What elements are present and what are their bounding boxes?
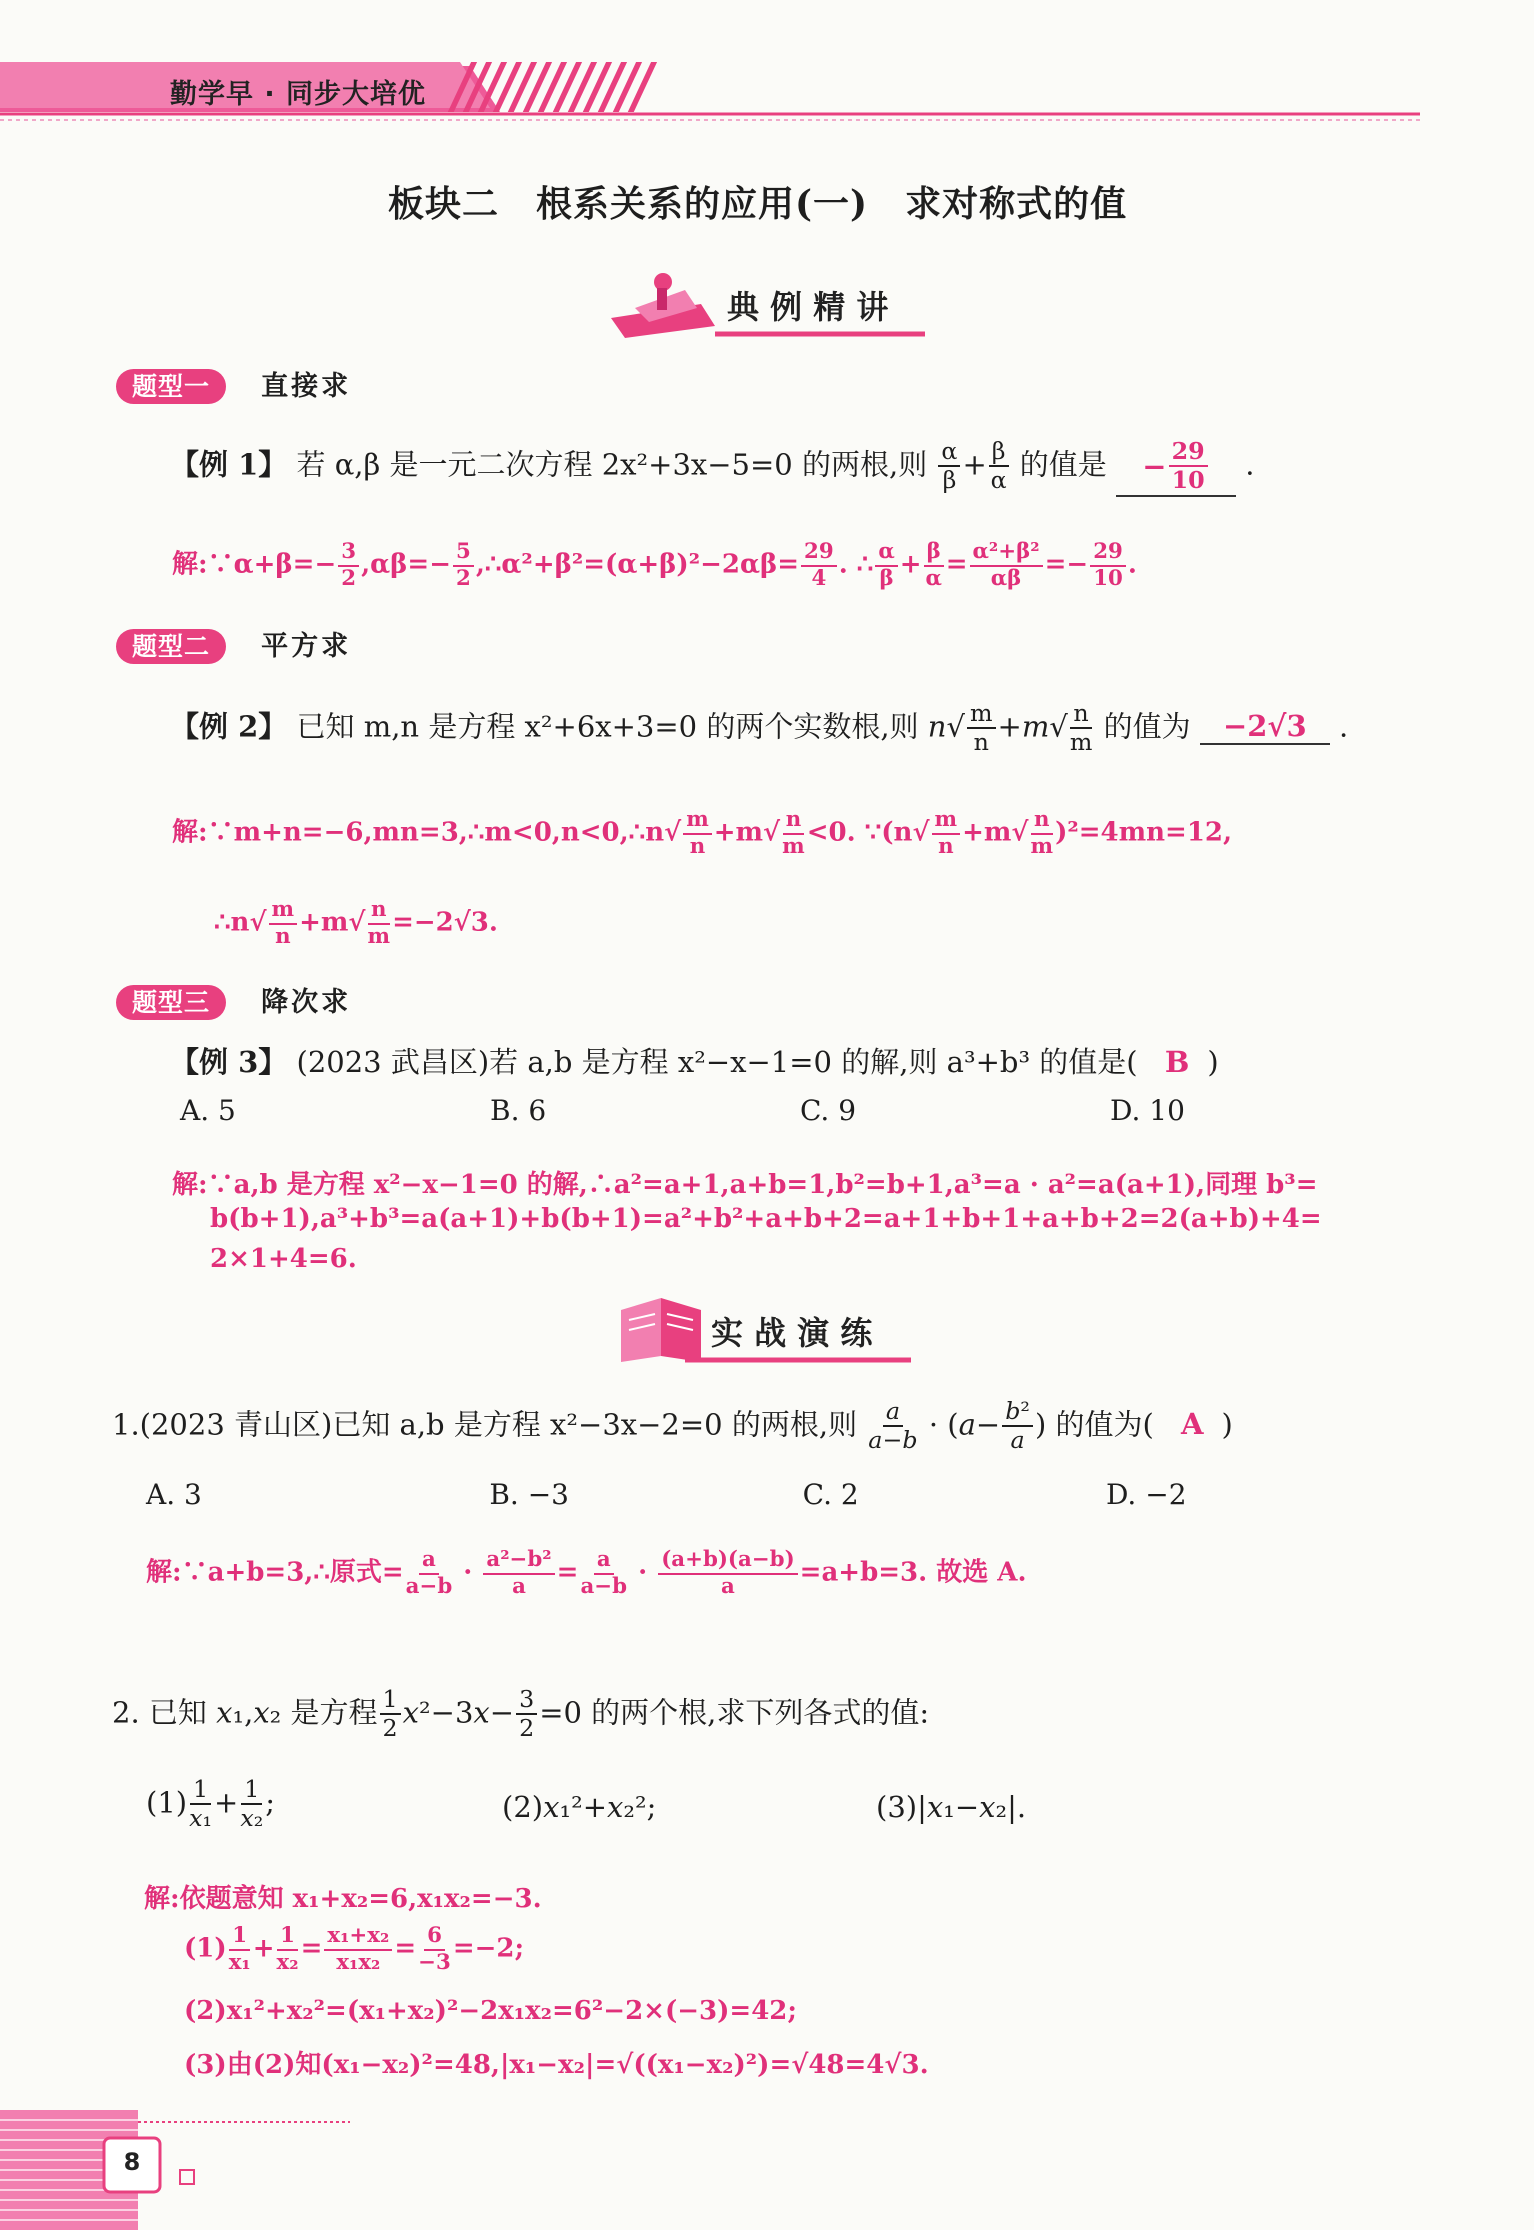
type-tag: 题型二 (116, 629, 226, 664)
banner-examples-label: 典 例 精 讲 (727, 288, 889, 326)
option-d: D. 10 (1110, 1094, 1185, 1127)
option-d: D. −2 (1105, 1478, 1187, 1511)
practice-1-options (146, 1478, 1196, 1511)
header-decoration (0, 0, 1534, 140)
practice-2-solution-1: (1) $\frac{1}{\text{x₁}}$ + $\frac{1}{\text{x₂}}$ = $\frac{\text{x₁+x₂}}{\text{x₁x₂}}$ = $\frac{6}{-3}$ =−2; (184, 1923, 525, 1975)
question-text: 的值是 (1019, 447, 1107, 482)
question-text: 若 α,β 是一元二次方程 2x²+3x−5=0 的两根,则 (296, 447, 928, 482)
fraction: $\frac{\alpha}{\beta}$ (938, 438, 960, 495)
question-text: 的值为 (1103, 709, 1191, 744)
option-c: C. 9 (800, 1094, 857, 1127)
type-1-row (116, 364, 351, 403)
type-3-row (116, 980, 351, 1019)
practice-2-solution-2: (2)x₁²+x₂²=(x₁+x₂)²−2x₁x₂=6²−2×(−3)=42; (184, 1996, 797, 2026)
header-bar (0, 0, 1534, 140)
option-a: A. 3 (146, 1478, 202, 1511)
part-1: (1) $\frac{1}{\text{x₁}}$ + $\frac{1}{\text{x₂}}$ ; (146, 1775, 276, 1833)
practice-1-solution: 解:∵a+b=3,∴原式= $\frac{a}{a-b}$ · $\frac{\text{a²−b²}}{a}$ = $\frac{a}{a-b}$ · $\frac{(a+b)(a-b)}{a}$ =a+b=3. 故选 A. (146, 1547, 1027, 1599)
example-2-solution-line-2: ∴n√ $\frac{m}{n}$ +m√ $\frac{n}{m}$ =−2√3. (214, 897, 498, 949)
practice-1-question: 1.(2023 青山区)已知 a,b 是方程 x²−3x−2=0 的两根,则 $\frac{a}{a-b}$ · (a− $\frac{\text{b²}}{a}$ ) 的值为( A ) (112, 1397, 1233, 1455)
answer-choice: B (1164, 1045, 1190, 1079)
fraction: $\frac{\beta}{\alpha}$ (990, 437, 1007, 495)
example-label: 【例 2】 (170, 709, 288, 744)
part-3: (3)|x₁−x₂|. (876, 1790, 1027, 1824)
question-text: 的值为( (1055, 1407, 1154, 1442)
example-2-question: 【例 2】 已知 m,n 是方程 x²+6x+3=0 的两个实数根,则 n√ $\frac{m}{n}$ +m√ $\frac{n}{m}$ 的值为 −2√3 . (170, 699, 1349, 757)
question-text: (2023 武昌区)若 a,b 是方程 x²−x−1=0 的解,则 a³+b³ 的值是( (296, 1045, 1138, 1079)
question-text: 已知 m,n 是方程 x²+6x+3=0 的两个实数根,则 (296, 709, 919, 744)
type-2-row (116, 624, 351, 663)
type-tag: 题型三 (116, 985, 226, 1020)
section-title: 板块二 根系关系的应用(一) 求对称式的值 (388, 183, 1128, 225)
example-label: 【例 3】 (170, 1045, 288, 1079)
example-3-question: 【例 3】 (2023 武昌区)若 a,b 是方程 x²−x−1=0 的解,则 a³+b³ 的值是( B ) (170, 1045, 1219, 1079)
example-1-solution: 解:∵α+β=− $\frac{3}{2}$ ,αβ=− $\frac{5}{2}$ ,∴α²+β²=(α+β)²−2αβ= $\frac{29}{4}$ . ∴ $\frac{\alpha}{\beta}$ + $\frac{\beta}{\alpha}$ = $\frac{\text{α²+β²}}{\alpha\beta}$ =− $\frac{29}{10}$ . (172, 539, 1137, 591)
option-c: C. 2 (802, 1478, 859, 1511)
footer-decoration (0, 2110, 400, 2230)
footer (0, 2110, 400, 2230)
type-title: 直接求 (261, 371, 352, 402)
type-tag: 题型一 (116, 369, 226, 404)
example-2-solution-line-1: 解:∵m+n=−6,mn=3,∴m<0,n<0,∴n√ $\frac{m}{n}$ +m√ $\frac{n}{m}$ <0. ∵(n√ $\frac{m}{n}$ +m√ $\frac{n}{m}$ )²=4mn=12, (172, 807, 1233, 859)
example-1-question: 【例 1】 若 α,β 是一元二次方程 2x²+3x−5=0 的两根,则 $\frac{\alpha}{\beta}$ + $\frac{\beta}{\alpha}$ 的值是 − $\frac{29}{10}$ . (170, 438, 1254, 497)
page-number: 8 (123, 2148, 141, 2176)
example-3-solution-line-3: 2×1+4=6. (210, 1244, 357, 1274)
series-title: 勤学早 · 同步大培优 (170, 79, 427, 110)
part-2: (2)x₁²+x₂²; (502, 1790, 657, 1824)
answer-choice: A (1181, 1407, 1204, 1442)
answer-blank: − $\frac{29}{10}$ (1116, 438, 1236, 497)
option-b: B. 6 (490, 1094, 547, 1127)
answer-blank: −2√3 (1200, 709, 1330, 745)
banner-practice-label: 实 战 演 练 (711, 1314, 873, 1352)
banner-examples (605, 268, 935, 344)
option-b: B. −3 (489, 1478, 569, 1511)
type-title: 平方求 (261, 631, 352, 662)
question-text: 1.(2023 青山区)已知 a,b 是方程 x²−3x−2=0 的两根,则 (112, 1407, 858, 1442)
example-label: 【例 1】 (170, 447, 288, 482)
practice-2-solution-3: (3)由(2)知(x₁−x₂)²=48,|x₁−x₂|=√((x₁−x₂)²)=√48=4√3. (184, 2050, 929, 2080)
example-3-options (180, 1094, 1200, 1127)
example-3-solution-line-2: b(b+1),a³+b³=a(a+1)+b(b+1)=a²+b²+a+b+2=a+1+b+1+a+b+2=2(a+b)+4= (210, 1204, 1322, 1234)
banner-practice (615, 1290, 915, 1366)
option-a: A. 5 (180, 1094, 236, 1127)
example-3-solution-line-1: 解:∵a,b 是方程 x²−x−1=0 的解,∴a²=a+1,a+b=1,b²=b+1,a³=a · a²=a(a+1),同理 b³= (172, 1170, 1318, 1200)
practice-2-solution-0: 解:依题意知 x₁+x₂=6,x₁x₂=−3. (144, 1884, 542, 1914)
type-title: 降次求 (261, 987, 352, 1018)
practice-2-question: 2. 已知 x₁,x₂ 是方程 $\frac{1}{2}$ x²−3x− $\frac{3}{2}$ =0 的两个根,求下列各式的值: (112, 1685, 930, 1743)
